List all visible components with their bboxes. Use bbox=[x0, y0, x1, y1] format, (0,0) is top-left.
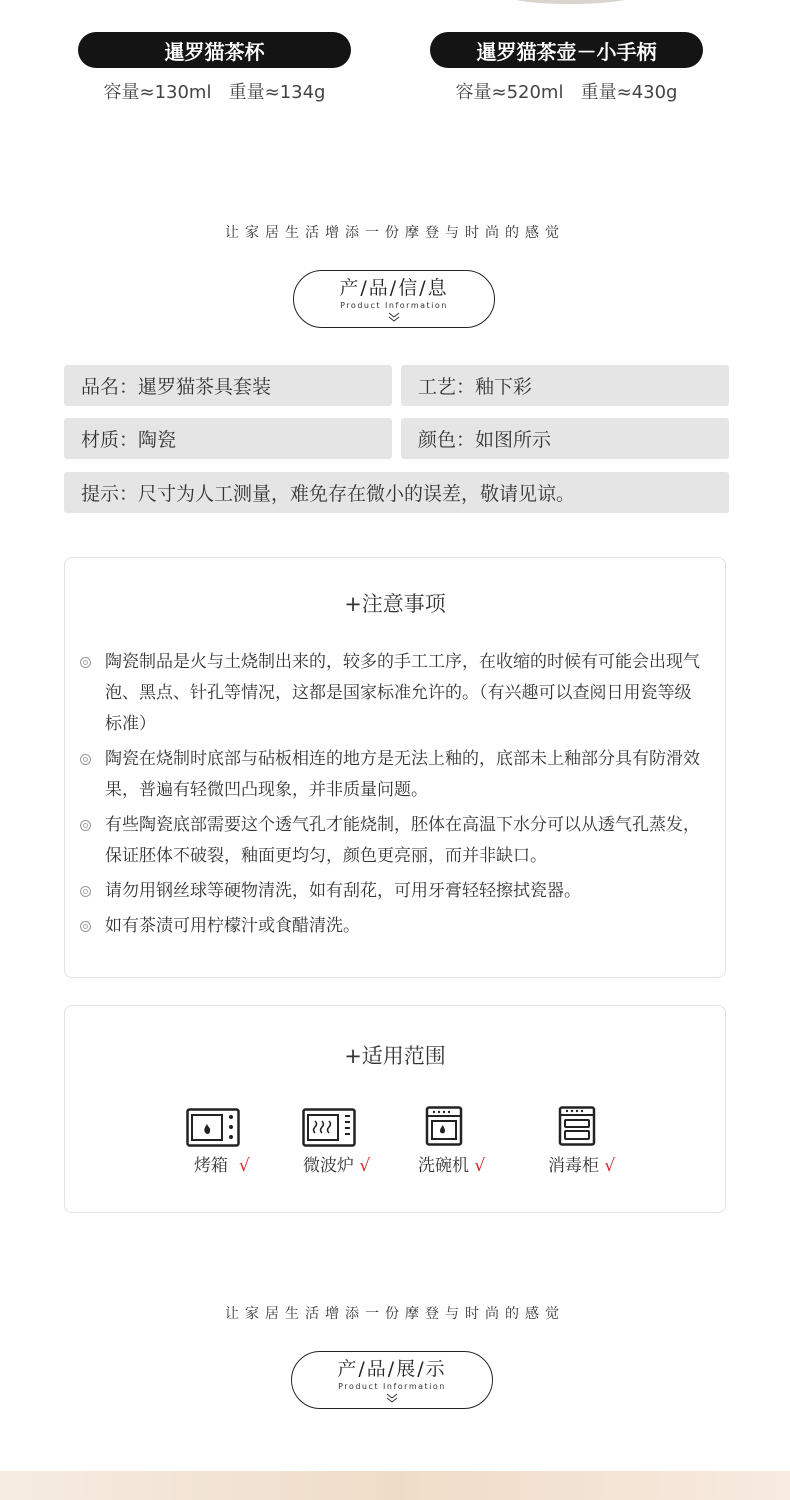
section-title: 产/品/信/息 bbox=[339, 277, 449, 299]
section-header-product-display bbox=[291, 1351, 493, 1409]
list-item: 陶瓷制品是火与土烧制出来的，较多的手工工序，在收缩的时候有可能会出现气泡、黑点、针孔等情况，这都是国家标准允许的。（有兴趣可以查阅日用瓷等级标准） bbox=[80, 647, 700, 740]
usage-item-microwave: 微波炉 √ bbox=[303, 1156, 371, 1176]
double-chevron-down-icon bbox=[387, 312, 401, 322]
product-image-top-edge bbox=[0, 1471, 790, 1500]
microwave-icon bbox=[302, 1108, 356, 1148]
list-item: 请勿用钢丝球等硬物清洗，如有刮花，可用牙膏轻轻擦拭瓷器。 bbox=[80, 876, 700, 907]
double-chevron-down-icon bbox=[385, 1393, 399, 1403]
info-craft: 工艺：釉下彩 bbox=[401, 365, 729, 406]
section-subtitle: Product Information bbox=[338, 1382, 446, 1391]
usage-item-dishwasher: 洗碗机 √ bbox=[418, 1156, 486, 1176]
usage-item-oven: 烤箱 √ bbox=[194, 1156, 250, 1176]
bullet-icon bbox=[80, 754, 91, 765]
sterilizer-cabinet-icon bbox=[550, 1106, 604, 1146]
product-specs-teapot: 容量≈520ml 重量≈430g bbox=[455, 82, 678, 103]
oven-icon bbox=[186, 1108, 240, 1148]
usage-item-sterilizer: 消毒柜 √ bbox=[548, 1156, 616, 1176]
notes-title: +注意事项 bbox=[344, 592, 446, 616]
notes-list bbox=[80, 647, 700, 946]
check-icon: √ bbox=[604, 1156, 616, 1176]
info-color: 颜色：如图所示 bbox=[401, 418, 729, 459]
product-name-teapot: 暹罗猫茶壶－小手柄 bbox=[430, 32, 703, 68]
product-image-edge bbox=[505, 0, 635, 4]
info-tip: 提示：尺寸为人工测量，难免存在微小的误差，敬请见谅。 bbox=[64, 472, 729, 513]
product-specs-cup: 容量≈130ml 重量≈134g bbox=[103, 82, 326, 103]
info-product-name: 品名：暹罗猫茶具套装 bbox=[64, 365, 392, 406]
dishwasher-icon bbox=[417, 1106, 471, 1146]
slogan: 让家居生活增添一份摩登与时尚的感觉 bbox=[225, 1306, 565, 1322]
list-item: 陶瓷在烧制时底部与砧板相连的地方是无法上釉的，底部未上釉部分具有防滑效果，普遍有轻微凹凸现象，并非质量问题。 bbox=[80, 744, 700, 806]
bullet-icon bbox=[80, 820, 91, 831]
bullet-icon bbox=[80, 921, 91, 932]
product-name-cup: 暹罗猫茶杯 bbox=[78, 32, 351, 68]
check-icon: √ bbox=[359, 1156, 371, 1176]
usage-title: +适用范围 bbox=[344, 1044, 446, 1068]
section-header-product-info bbox=[293, 270, 495, 328]
bullet-icon bbox=[80, 657, 91, 668]
section-title: 产/品/展/示 bbox=[337, 1358, 447, 1380]
slogan: 让家居生活增添一份摩登与时尚的感觉 bbox=[225, 225, 565, 241]
check-icon: √ bbox=[474, 1156, 486, 1176]
list-item: 有些陶瓷底部需要这个透气孔才能烧制，胚体在高温下水分可以从透气孔蒸发，保证胚体不破裂，釉面更均匀，颜色更亮丽，而并非缺口。 bbox=[80, 810, 700, 872]
list-item: 如有茶渍可用柠檬汁或食醋清洗。 bbox=[80, 911, 700, 942]
section-subtitle: Product Information bbox=[340, 301, 448, 310]
usage-card bbox=[64, 1005, 726, 1213]
bullet-icon bbox=[80, 886, 91, 897]
check-icon: √ bbox=[238, 1156, 250, 1176]
info-material: 材质：陶瓷 bbox=[64, 418, 392, 459]
